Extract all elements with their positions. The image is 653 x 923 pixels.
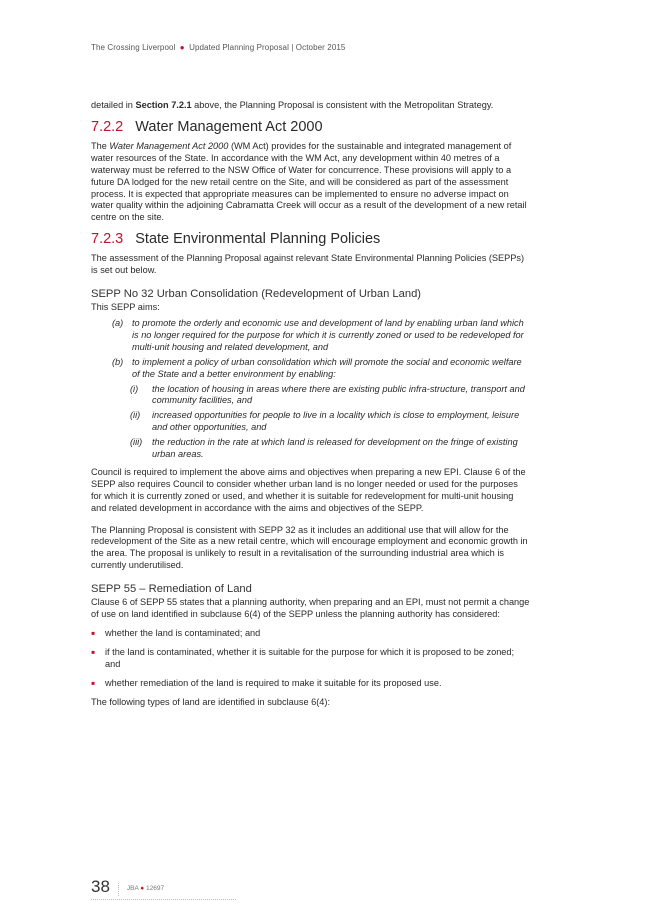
list-item: ▪ if the land is contaminated, whether it is suitable for the purpose for which it is proposed to be zoned; and [91,644,515,669]
list-item: ▪ whether the land is contaminated; and [91,626,261,640]
footer-brand: JBA ● 12697 [118,883,164,896]
sepp55-heading: SEPP 55 – Remediation of Land [91,583,252,596]
sepp32-heading: SEPP No 32 Urban Consolidation (Redevelopment of Urban Land) [91,288,422,301]
sub-aim-item: (iii) the reduction in the rate at which land is released for development on the fringe of existing urban areas. [130,437,518,460]
sepp55-bullet-list [91,628,531,690]
sub-aim-item: (ii) increased opportunities for people to live in a locality which is close to employment, leisure and other opportunities, and [130,410,520,433]
aim-item: (b) to implement a policy of urban consolidation which will promote the social and economic welfare of the State and a better environment by enabling: [112,356,522,379]
section-title: State Environmental Planning Policies [135,231,381,248]
running-header [91,43,345,52]
section-reference: Section 7.2.1 [135,100,192,110]
section-number: 7.2.2 [91,118,124,135]
header-bullet-icon: ● [179,43,185,52]
page-body [91,100,531,715]
header-doc-title: Updated Planning Proposal | October 2015 [189,43,346,52]
sepp32-council-paragraph: Council is required to implement the above aims and objectives when preparing a new EPI. Clause 6 of the SEPP also requires Council to consider whether urban land is no longer needed or used for the purposes for which it is currently zoned or used, and whether it is suitable for redevelopment for multi-unit housing and related development in accordance with the aims and objectives of the SEPP. [91,466,526,513]
section-title: Water Management Act 2000 [135,118,323,135]
page-footer [91,878,164,896]
bullet-icon: ▪ [91,644,96,659]
bullet-icon: ▪ [91,626,96,640]
footer-divider [91,899,236,900]
sepp32-consistency-paragraph: The Planning Proposal is consistent with SEPP 32 as it includes an additional use that will allow for the redevelopment of the Site as a new retail centre, which will encourage employment and economic growth in the area. The proposal is unlikely to result in a revitalisation of the surrounding industrial area which is currently underutilised. [91,524,528,571]
list-item: ▪ whether remediation of the land is required to make it suitable for its proposed use. [91,675,442,690]
header-project: The Crossing Liverpool [91,43,176,52]
sub-aim-item: (i) the location of housing in areas where there are existing public infra-structure, transport and community facilities, and [130,383,525,406]
aim-item: (a) to promote the orderly and economic use and development of land by enabling urban land which is no longer required for the purpose for which it is currently zoned or used to be redeveloped for multi-unit housing and related development, and [112,317,524,352]
wm-act-paragraph: The Water Management Act 2000 (WM Act) provides for the sustainable and integrated management of water resources of the State. In accordance with the WM Act, any development within 40 metres of a waterway must be referred to the NSW Office of Water for concurrence. These provisions will apply to a future DA lodged for the new retail centre on the Site, and will be considered as part of the assessment process. It is expected that appropriate measures can be implemented to ensure no adverse impact on water quality within the adjoining Cabramatta Creek will occur as a result of the development of a new retail centre on the site. [91,140,527,223]
heading-7-2-3 [91,231,531,248]
intro-paragraph: detailed in Section 7.2.1 above, the Planning Proposal is consistent with the Metropolitan Strategy. [91,100,494,110]
footer-bullet-icon: ● [140,885,145,892]
sepp55-land-types-paragraph: The following types of land are identified in subclause 6(4): [91,696,331,707]
sepp-intro-paragraph: The assessment of the Planning Proposal against relevant State Environmental Planning Policies (SEPPs) is set out below. [91,253,525,276]
sepp32-aims-list [91,318,531,461]
bullet-icon: ▪ [91,675,96,690]
heading-7-2-2 [91,119,531,136]
page-number: 38 [91,877,110,896]
sepp32-aims-intro: This SEPP aims: [91,302,160,313]
act-name: Water Management Act 2000 [109,140,229,151]
section-number: 7.2.3 [91,231,124,248]
sepp55-paragraph: Clause 6 of SEPP 55 states that a planning authority, when preparing and an EPI, must not permit a change of use on land identified in subclause 6(4) of the SEPP unless the planning authority has considered: [91,597,530,620]
